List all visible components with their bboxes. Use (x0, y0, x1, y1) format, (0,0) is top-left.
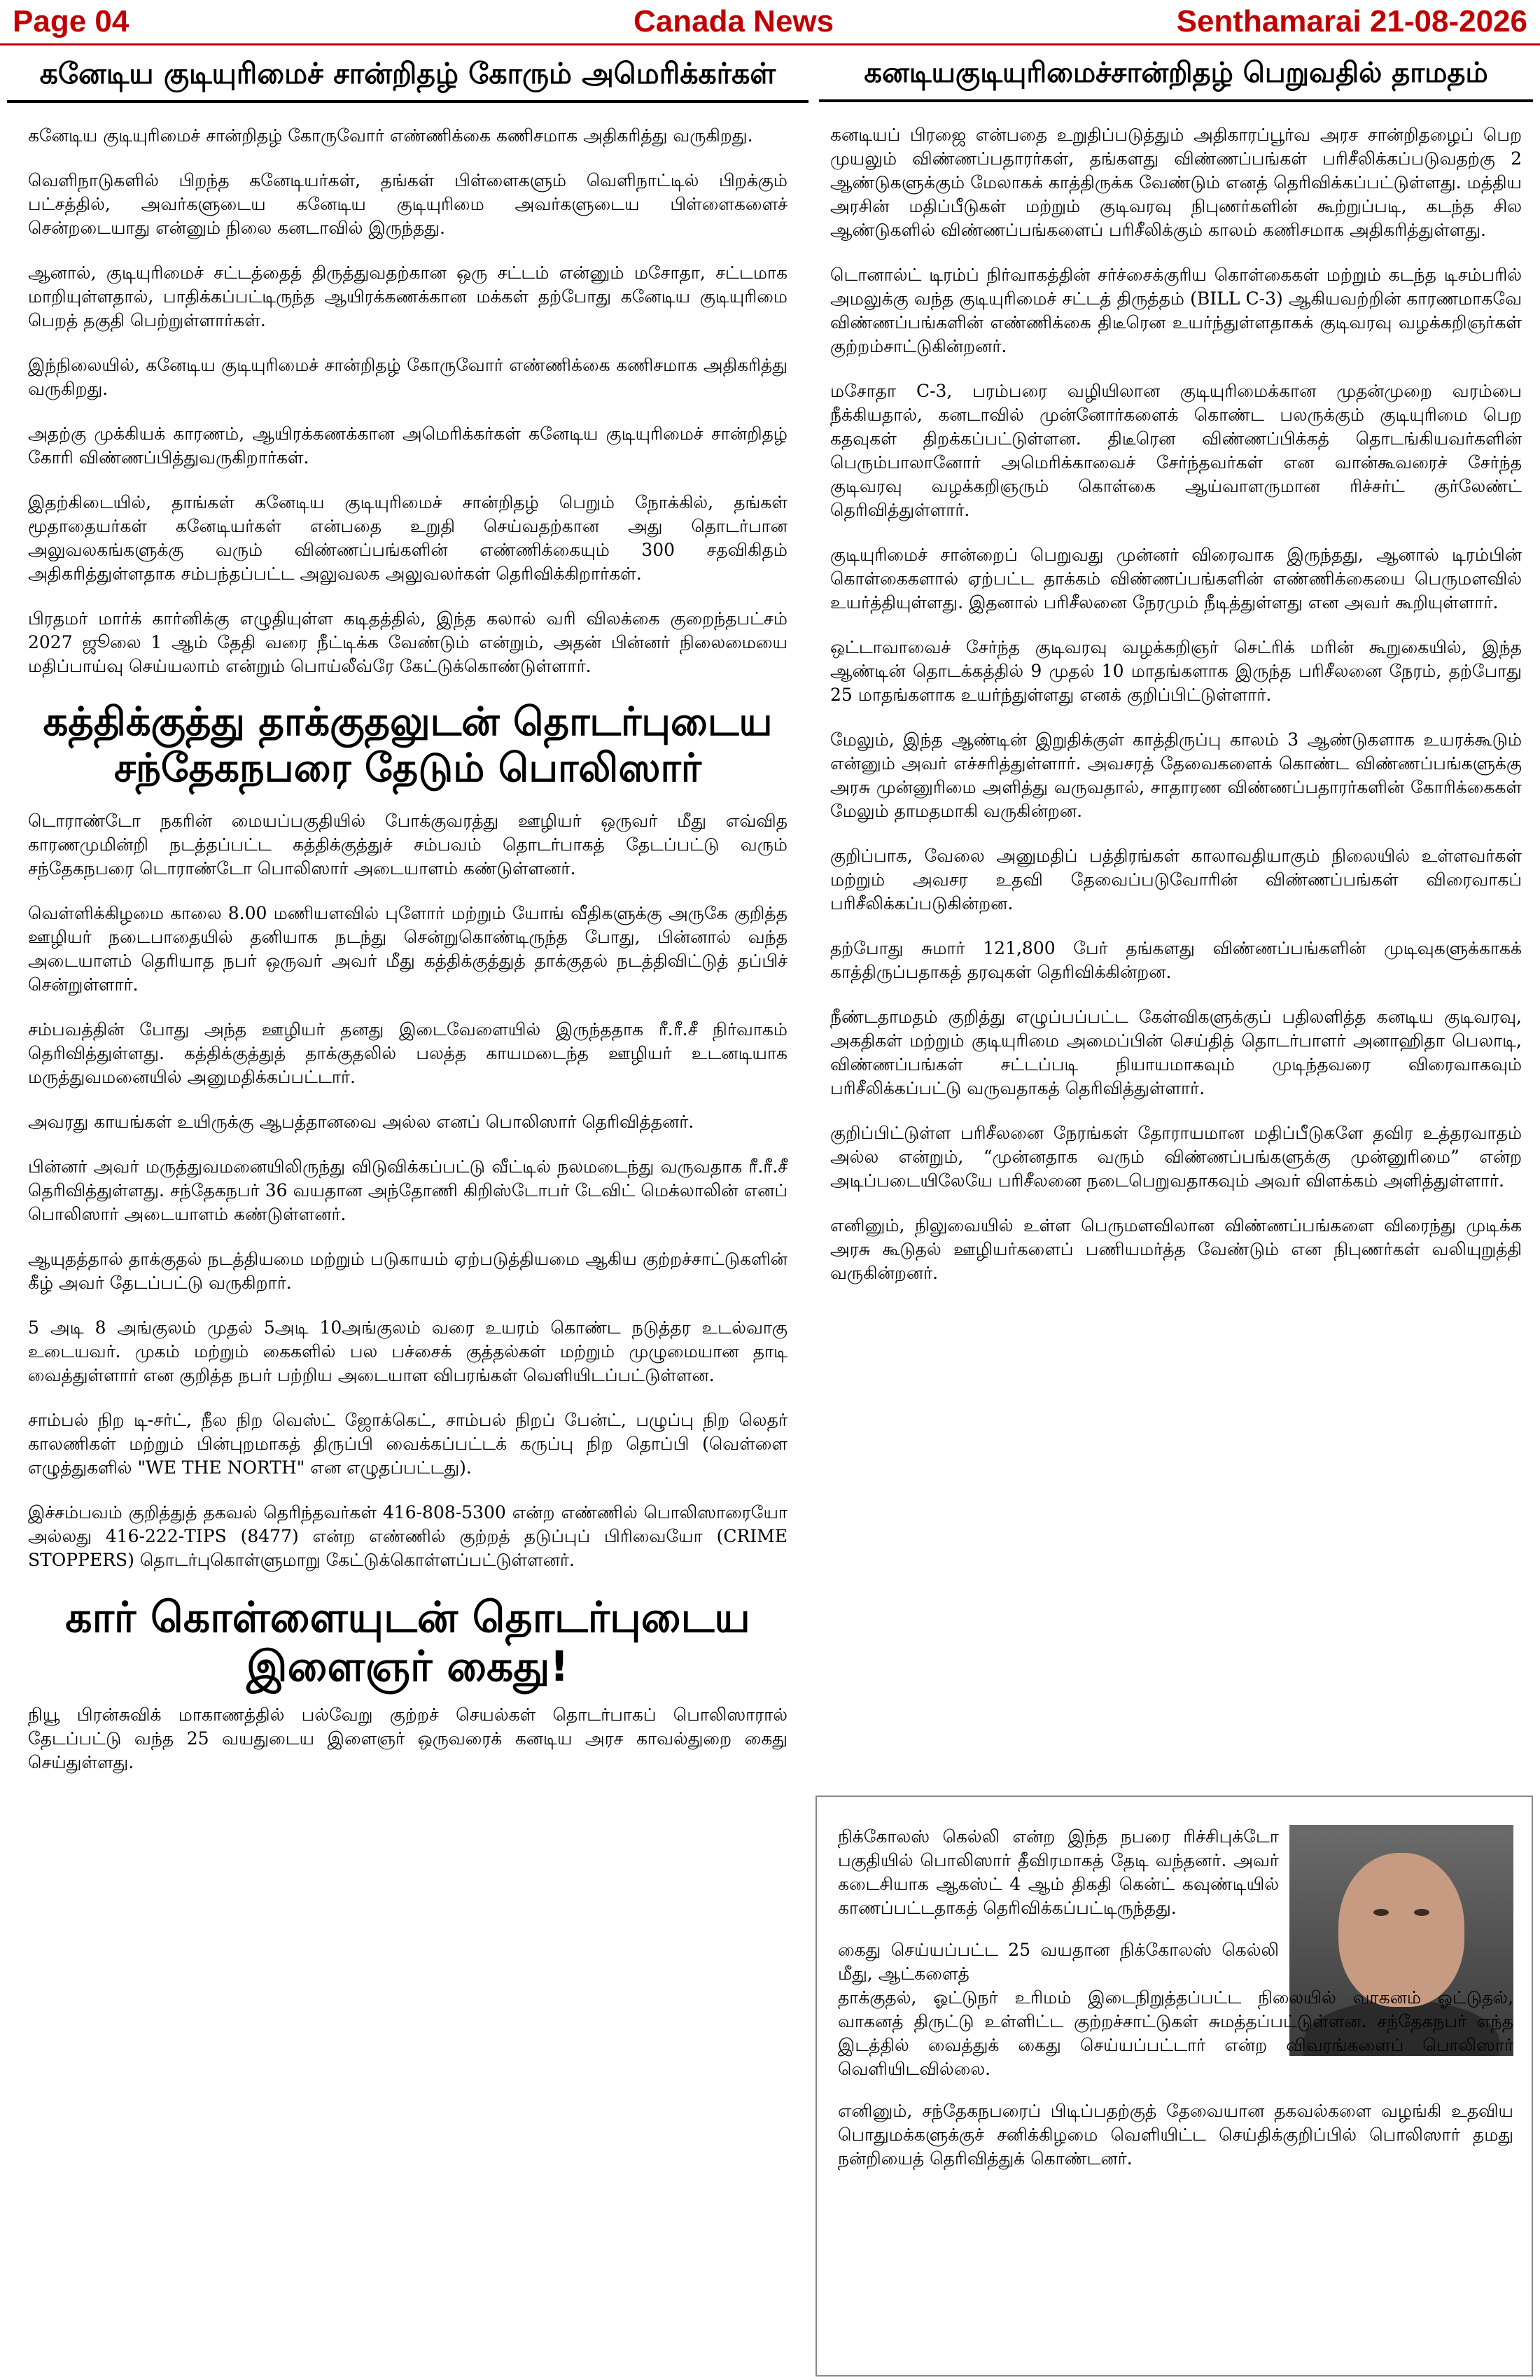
article-1-paragraph: கனேடிய குடியுரிமைச் சான்றிதழ் கோருவோர் எண்ணிக்கை கணிசமாக அதிகரித்து வருகிறது. (28, 125, 753, 146)
article-4-paragraph: கனடியப் பிரஜை என்பதை உறுதிப்படுத்தும் அதிகாரப்பூர்வ அரச சான்றிதழைப் பெற முயலும் விண்ணப்பதாரர்கள், தங்களது விண்ணப்பங்கள் பரிசீலிக்கப்படுவதற்கு 2 ஆண்டுகளுக்கும் மேலாகக் காத்திருக்க வேண்டும் எனத் தெரிவிக்கப்பட்டுள்ளது. மத்திய அரசின் மதிப்பீடுகள் மற்றும் குடிவரவு நிபுணர்களின் கூற்றுப்படி, கடந்த சில ஆண்டுகளில் விண்ணப்பங்களைப் பரிசீலிக்கும் காலம் கணிசமாக அதிகரித்துள்ளது. (830, 125, 1522, 241)
article-4-paragraph: மசோதா C-3, பரம்பரை வழியிலான குடியுரிமைக்கான முதன்முறை வரம்பை நீக்கியதால், கனடாவில் முன்னோர்களைக் கொண்ட பலருக்கும் குடியுரிமை பெற கதவுகள் திறக்கப்பட்டுள்ளன. திடீரென விண்ணப்பிக்கத் தொடங்கியவர்களின் பெரும்பாலானோர் அமெரிக்காவைச் சேர்ந்தவர்கள் என வான்கூவரைச் சேர்ந்த குடிவரவு வழக்கறிஞரும் கொள்கை ஆய்வாளருமான ரிச்சர்ட் குர்லேண்ட் தெரிவித்துள்ளார். (830, 381, 1522, 521)
article-4-paragraph: நீண்டதாமதம் குறித்து எழுப்பப்பட்ட கேள்விகளுக்குப் பதிலளித்த கனடிய குடிவரவு, அகதிகள் மற்றும் குடியுரிமை அமைப்பின் செய்தித் தொடர்பாளர் அனாஹிதா பெலாடி, விண்ணப்பங்கள் சட்டப்படி நியாயமாகவும் முடிந்தவரை விரைவாகவும் பரிசீலிக்கப்பட்டு வருவதாகத் தெரிவித்துள்ளார். (830, 1007, 1522, 1099)
arrest-sidebar-paragraph: எனினும், சந்தேகநபரைப் பிடிப்பதற்குத் தேவையான தகவல்களை வழங்கி உதவிய பொதுமக்களுக்குச் சனிக்கிழமை வெளியிட்ட செய்திக்குறிப்பில் பொலிஸார் தமது நன்றியைத் தெரிவித்துக் கொண்டனர். (838, 2101, 1513, 2169)
arrest-sidebar-wrapped-text (838, 1825, 1279, 1986)
article-2-paragraph: சாம்பல் நிற டி-சர்ட், நீல நிற வெஸ்ட் ஜோக்கெட், சாம்பல் நிறப் பேன்ட், பழுப்பு நிற லெதர் காலணிகள் மற்றும் பின்புறமாகத் திருப்பி வைக்கப்பட்டக் கருப்பு நிற தொப்பி (வெள்ளை எழுத்துகளில் "WE THE NORTH" என எழுதப்பட்டது). (28, 1409, 788, 1478)
article-2-title: கத்திக்குத்து தாக்குதலுடன் தொடர்புடைய சந்தேகநபரை தேடும் பொலிஸார் (43, 699, 773, 792)
article-2-paragraph: இச்சம்பவம் குறித்துத் தகவல் தெரிந்தவர்கள் 416-808-5300 என்ற எண்ணில் பொலிஸாரையோ அல்லது 416-222-TIPS (8477) என்ற எண்ணில் குற்றத் தடுப்புப் பிரிவையோ (CRIME STOPPERS) தொடர்புகொள்ளுமாறு கேட்டுக்கொள்ளப்பட்டுள்ளனர். (28, 1502, 788, 1570)
article-1-paragraph: இந்நிலையில், கனேடிய குடியுரிமைச் சான்றிதழ் கோருவோர் எண்ணிக்கை கணிசமாக அதிகரித்து வருகிறது. (28, 355, 788, 400)
masthead (0, 0, 1540, 46)
arrest-sidebar-box (816, 1795, 1533, 2376)
article-4-paragraph: குறிப்பாக, வேலை அனுமதிப் பத்திரங்கள் காலாவதியாகும் நிலையில் உள்ளவர்கள் மற்றும் அவசர உதவி தேவைப்படுவோரின் விண்ணப்பங்கள் விரைவாகப் பரிசீலிக்கப்படுகின்றன. (830, 846, 1522, 914)
arrest-sidebar-paragraph: தாக்குதல், ஓட்டுநர் உரிமம் இடைநிறுத்தப்பட்ட நிலையில் வாகனம் ஓட்டுதல், வாகனத் திருட்டு உள்ளிட்ட குற்றச்சாட்டுகள் சுமத்தப்பட்டுள்ளன. சந்தேகநபர் எந்த இடத்தில் வைத்துக் கைது செய்யப்பட்டார் என்ற விவரங்களைப் பொலிஸார் வெளியிடவில்லை. (838, 1987, 1513, 2079)
page-number: Page 04 (13, 4, 130, 38)
article-1-paragraph: ஆனால், குடியுரிமைச் சட்டத்தைத் திருத்துவதற்கான ஒரு சட்டம் என்னும் மசோதா, சட்டமாக மாறியுள்ளதால், பாதிக்கப்பட்டிருந்த ஆயிரக்கணக்கான மக்கள் தற்போது கனேடிய குடியுரிமை பெறத் தகுதி பெற்றுள்ளார்கள். (28, 262, 788, 331)
article-2-paragraph: வெள்ளிக்கிழமை காலை 8.00 மணியளவில் புளோர் மற்றும் யோங் வீதிகளுக்கு அருகே குறித்த ஊழியர் நடைபாதையில் தனியாக நடந்து சென்றுகொண்டிருந்த போது, பின்னால் வந்த அடையாளம் தெரியாத நபர் ஒருவர் அவர் மீது கத்திக்குத்துத் தாக்குதல் நடத்திவிட்டுத் தப்பிச் சென்றுள்ளார். (28, 902, 788, 995)
arrest-sidebar-text (838, 1825, 1513, 2189)
article-4-body (819, 123, 1533, 1285)
article-3-title: கார் கொள்ளையுடன் தொடர்புடைய இளைஞர் கைது! (65, 1592, 750, 1692)
article-2-paragraph: ஆயுதத்தால் தாக்குதல் நடத்தியமை மற்றும் படுகாயம் ஏற்படுத்தியமை ஆகிய குற்றச்சாட்டுகளின் கீழ் அவர் தேடப்பட்டு வருகிறார். (28, 1248, 788, 1293)
arrest-sidebar-paragraph: நிக்கோலஸ் கெல்லி என்ற இந்த நபரை ரிச்சிபுக்டோ பகுதியில் பொலிஸார் தீவிரமாகத் தேடி வந்தனர். அவர் கடைசியாக ஆகஸ்ட் 4 ஆம் திகதி கென்ட் கவுண்டியில் காணப்பட்டதாகத் தெரிவிக்கப்பட்டிருந்தது. (838, 1826, 1279, 1918)
article-1-paragraph: வெளிநாடுகளில் பிறந்த கனேடியர்கள், தங்கள் பிள்ளைகளும் வெளிநாட்டில் பிறக்கும் பட்சத்தில், அவர்களுடைய கனேடிய குடியுரிமை அவர்களுடைய பிள்ளைகளைச் சென்றடையாது என்னும் நிலை கனடாவில் இருந்தது. (28, 170, 788, 239)
left-column (7, 52, 808, 2376)
article-4-paragraph: குறிப்பிட்டுள்ள பரிசீலனை நேரங்கள் தோராயமான மதிப்பீடுகளே தவிர உத்தரவாதம் அல்ல என்றும், “முன்னதாக வரும் விண்ணப்பங்களுக்கு முன்னுரிமை” என்ற அடிப்படையிலேயே பரிசீலனை நடைபெறுவதாகவும் அவர் விளக்கம் அளித்துள்ளார். (830, 1123, 1522, 1191)
article-1-paragraph: இதற்கிடையில், தாங்கள் கனேடிய குடியுரிமைச் சான்றிதழ் பெறும் நோக்கில், தங்கள் மூதாதையர்கள் கனேடியர்கள் என்பதை உறுதி செய்வதற்கான அது தொடர்பான அலுவலகங்களுக்கு வரும் விண்ணப்பங்களின் எண்ணிக்கையும் 300 சதவிகிதம் அதிகரித்துள்ளதாக சம்பந்தப்பட்ட அலுவலக அலுவலர்கள் தெரிவிக்கிறார்கள். (28, 492, 788, 584)
arrest-sidebar-paragraph: கைது செய்யப்பட்ட 25 வயதான நிக்கோலஸ் கெல்லி மீது, ஆட்களைத் (838, 1940, 1279, 1984)
article-2-paragraph: டொராண்டோ நகரின் மையப்பகுதியில் போக்குவரத்து ஊழியர் ஒருவர் மீது எவ்வித காரணமுமின்றி நடத்தப்பட்ட கத்திக்குத்துச் சம்பவம் தொடர்பாகத் தேடப்பட்டு வரும் சந்தேகநபரை டொராண்டோ பொலிஸார் அடையாளம் கண்டுள்ளனர். (28, 810, 788, 878)
article-2-paragraph: பின்னர் அவர் மருத்துவமனையிலிருந்து விடுவிக்கப்பட்டு வீட்டில் நலமடைந்து வருவதாக ரீ.ரீ.சீ தெரிவித்துள்ளது. சந்தேகநபர் 36 வயதான அந்தோணி கிறிஸ்டோபர் டேவிட் மெக்லாலின் எனப் பொலிஸார் அடையாளம் கண்டுள்ளனர். (28, 1156, 788, 1224)
article-1-paragraph: பிரதமர் மார்க் கார்னிக்கு எழுதியுள்ள கடிதத்தில், இந்த கலால் வரி விலக்கை குறைந்தபட்சம் 2027 ஜூலை 1 ஆம் தேதி வரை நீட்டிக்க வேண்டும் என்றும், அதன் பின்னர் நிலைமையை மதிப்பாய்வு செய்யலாம் என்றும் பொய்லீவ்ரே கேட்டுக்கொண்டுள்ளார். (28, 608, 788, 677)
article-4-paragraph: குடியுரிமைச் சான்றைப் பெறுவது முன்னர் விரைவாக இருந்தது, ஆனால் டிரம்பின் கொள்கைகளால் ஏற்பட்ட தாக்கம் விண்ணப்பங்களின் எண்ணிக்கையை பெருமளவில் உயர்த்தியுள்ளது. இதனால் பரிசீலனை நேரமும் நீடித்துள்ளது என அவர் கூறியுள்ளார். (830, 545, 1522, 613)
article-4-paragraph: மேலும், இந்த ஆண்டின் இறுதிக்குள் காத்திருப்பு காலம் 3 ஆண்டுகளாக உயரக்கூடும் என்னும் அவர் எச்சரித்துள்ளார். அவசரத் தேவைகளைக் கொண்ட விண்ணப்பங்களுக்கு அரசு முன்னுரிமை அளித்து வருவதால், சாதாரண விண்ணப்பதாரர்களின் கோரிக்கைகள் மேலும் தாமதமாகி வருகின்றன. (830, 729, 1522, 822)
article-4-paragraph: தற்போது சுமார் 121,800 பேர் தங்களது விண்ணப்பங்களின் முடிவுகளுக்காகக் காத்திருப்பதாகத் தரவுகள் தெரிவிக்கின்றன. (830, 938, 1522, 983)
paper-date: Senthamarai 21-08-2026 (1176, 4, 1527, 38)
article-2-body (7, 809, 808, 1572)
article-2-paragraph: அவரது காயங்கள் உயிருக்கு ஆபத்தானவை அல்ல எனப் பொலிஸார் தெரிவித்தனர். (28, 1111, 694, 1132)
article-3-body (7, 1703, 808, 1774)
article-4-paragraph: எனினும், நிலுவையில் உள்ள பெருமளவிலான விண்ணப்பங்களை விரைந்து முடிக்க அரசு கூடுதல் ஊழியர்களைப் பணியமர்த்த வேண்டும் என நிபுணர்கள் வலியுறுத்தி வருகின்றனர். (830, 1215, 1522, 1284)
article-2-paragraph: சம்பவத்தின் போது அந்த ஊழியர் தனது இடைவேளையில் இருந்ததாக ரீ.ரீ.சீ நிர்வாகம் தெரிவித்துள்ளது. கத்திக்குத்துத் தாக்குதலில் பலத்த காயமடைந்த ஊழியர் உடனடியாக மருத்துவமனையில் அனுமதிக்கப்பட்டார். (28, 1018, 788, 1087)
article-4-paragraph: ஒட்டாவாவைச் சேர்ந்த குடிவரவு வழக்கறிஞர் செட்ரிக் மரின் கூறுகையில், இந்த ஆண்டின் தொடக்கத்தில் 9 முதல் 10 மாதங்களாக இருந்த பரிசீலனை நேரம், தற்போது 25 மாதங்களாக உயர்ந்துள்ளது எனக் குறிப்பிட்டுள்ளார். (830, 637, 1522, 706)
article-1-title: கனேடிய குடியுரிமைச் சான்றிதழ் கோரும் அமெரிக்கர்கள் (7, 52, 808, 103)
section-name: Canada News (634, 4, 834, 38)
right-column (819, 52, 1533, 1785)
article-2-paragraph: 5 அடி 8 அங்குலம் முதல் 5அடி 10அங்குலம் வரை உயரம் கொண்ட நடுத்தர உடல்வாகு உடையவர். முகம் மற்றும் கைகளில் பல பச்சைக் குத்தல்கள் மற்றும் முழுமையான தாடி வைத்துள்ளார் என குறித்த நபர் பற்றிய அடையாள விபரங்கள் வெளியிடப்பட்டுள்ளன. (28, 1317, 788, 1385)
article-1-paragraph: அதற்கு முக்கியக் காரணம், ஆயிரக்கணக்கான அமெரிக்கர்கள் கனேடிய குடியுரிமைச் சான்றிதழ் கோரி விண்ணப்பித்துவருகிறார்கள். (28, 424, 788, 468)
article-3-paragraph: நியூ பிரன்சுவிக் மாகாணத்தில் பல்வேறு குற்றச் செயல்கள் தொடர்பாகப் பொலிஸாரால் தேடப்பட்டு வந்த 25 வயதுடைய இளைஞர் ஒருவரைக் கனடிய அரச காவல்துறை கைது செய்துள்ளது. (28, 1704, 788, 1773)
article-4-title: கனடியகுடியுரிமைச்சான்றிதழ் பெறுவதில் தாமதம் (819, 52, 1533, 102)
article-4-paragraph: டொனால்ட் டிரம்ப் நிர்வாகத்தின் சர்ச்சைக்குரிய கொள்கைகள் மற்றும் கடந்த டிசம்பரில் அமலுக்கு வந்த குடியுரிமைச் சட்டத் திருத்தம் (BILL C-3) ஆகியவற்றின் காரணமாகவே விண்ணப்பங்களின் எண்ணிக்கை திடீரென உயர்ந்துள்ளதாகக் குடிவரவு வழக்கறிஞர்கள் குற்றம்சாட்டுகின்றனர். (830, 265, 1522, 357)
article-1-body (7, 124, 808, 678)
